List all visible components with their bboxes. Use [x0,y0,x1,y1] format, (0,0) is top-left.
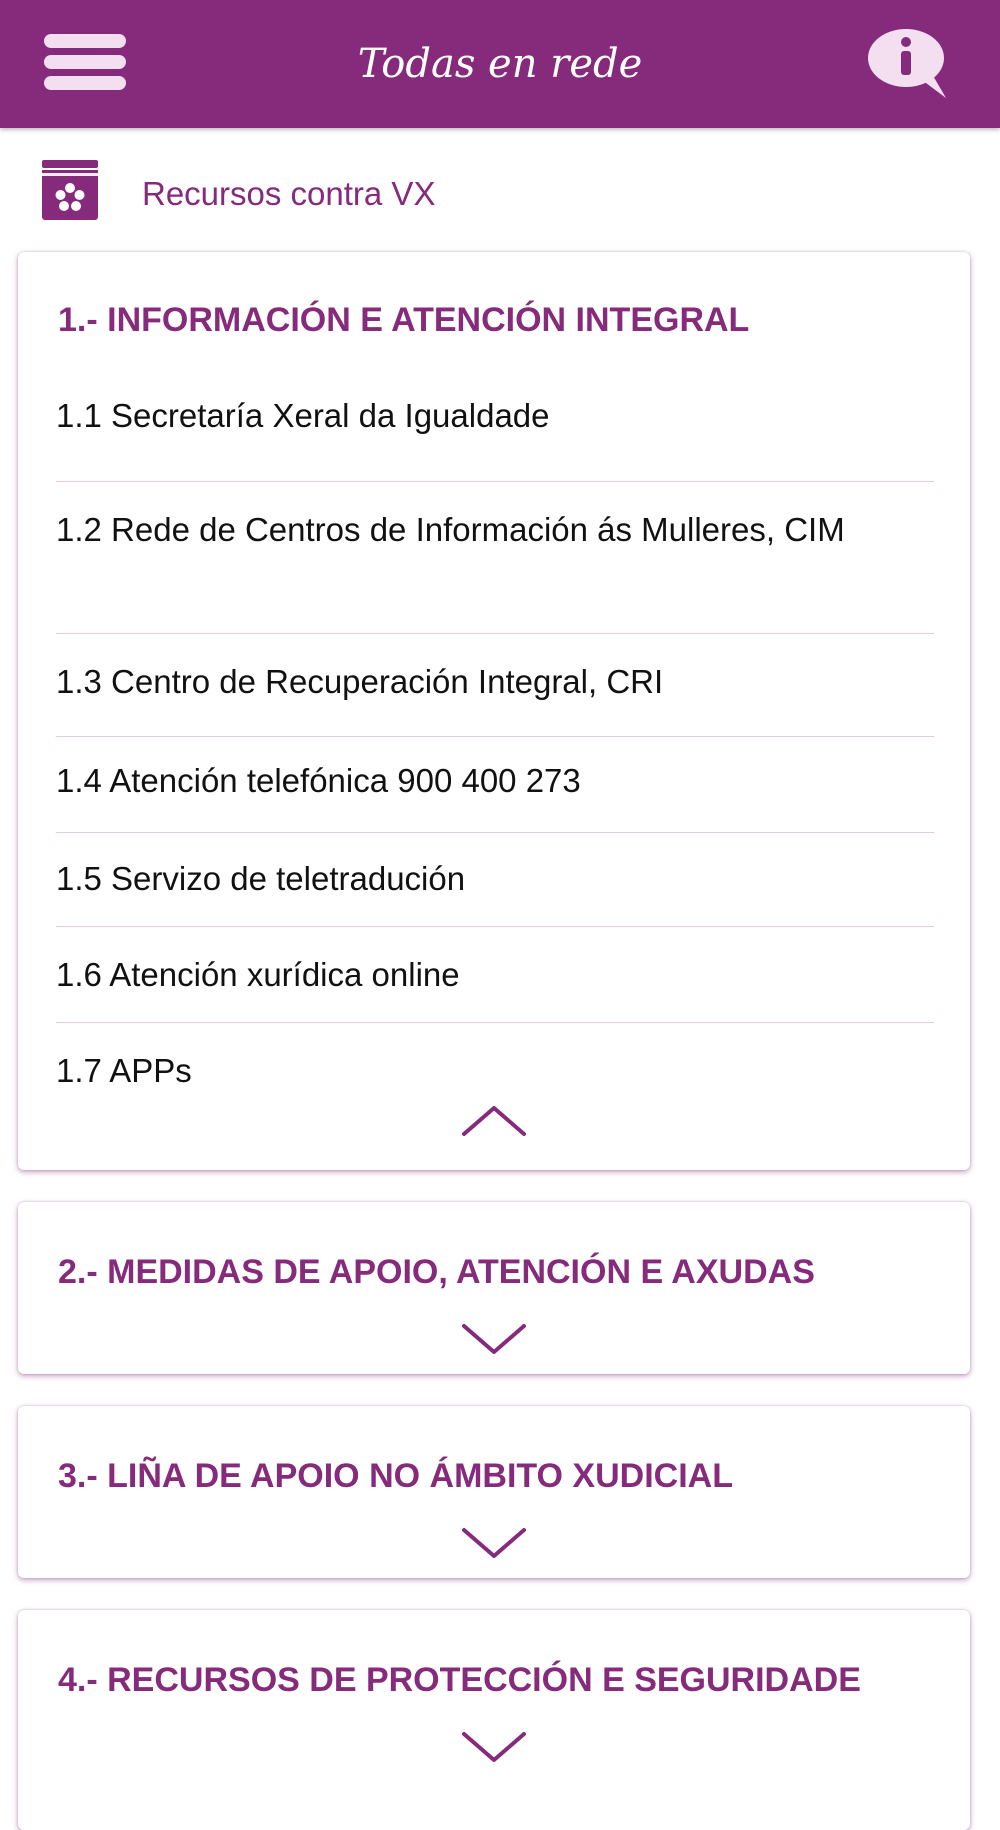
hamburger-menu-icon [44,34,126,48]
list-item[interactable]: 1.3 Centro de Recuperación Integral, CRI [56,634,934,737]
category-card-4[interactable] [18,1610,970,1830]
section-title: Recursos contra VX [142,175,436,212]
app-bar [0,0,1000,128]
hamburger-menu-button[interactable] [44,34,126,90]
list-item[interactable]: 1.5 Servizo de teletradución [56,833,934,927]
app-title: Todas en rede [357,41,643,87]
chevron-down-icon[interactable] [462,1322,526,1356]
resource-list [56,380,934,1097]
category-card-1 [18,252,970,1170]
list-item[interactable]: 1.2 Rede de Centros de Información ás Mulleres, CIM [56,482,934,634]
category-card-3[interactable] [18,1406,970,1578]
chevron-up-icon[interactable] [462,1104,526,1138]
category-card-2[interactable] [18,1202,970,1374]
section-header [40,160,960,240]
list-item[interactable]: 1.6 Atención xurídica online [56,927,934,1023]
book-flower-icon [40,160,100,222]
category-title-2[interactable]: 2.- MEDIDAS DE APOIO, ATENCIÓN E AXUDAS [58,1253,815,1291]
list-item[interactable]: 1.4 Atención telefónica 900 400 273 [56,737,934,833]
hamburger-menu-icon-bar [44,76,126,90]
list-item[interactable]: 1.7 APPs [56,1052,192,1089]
category-title-3[interactable]: 3.- LIÑA DE APOIO NO ÁMBITO XUDICIAL [58,1457,733,1495]
info-speech-bubble-icon [866,28,950,100]
category-title-1[interactable]: 1.- INFORMACIÓN E ATENCIÓN INTEGRAL [58,301,750,339]
info-button[interactable] [866,28,950,100]
chevron-down-icon[interactable] [462,1730,526,1764]
chevron-down-icon[interactable] [462,1526,526,1560]
hamburger-menu-icon-bar [44,55,126,69]
category-title-4[interactable]: 4.- RECURSOS DE PROTECCIÓN E SEGURIDADE [58,1661,861,1699]
list-item[interactable]: 1.1 Secretaría Xeral da Igualdade [56,380,934,482]
